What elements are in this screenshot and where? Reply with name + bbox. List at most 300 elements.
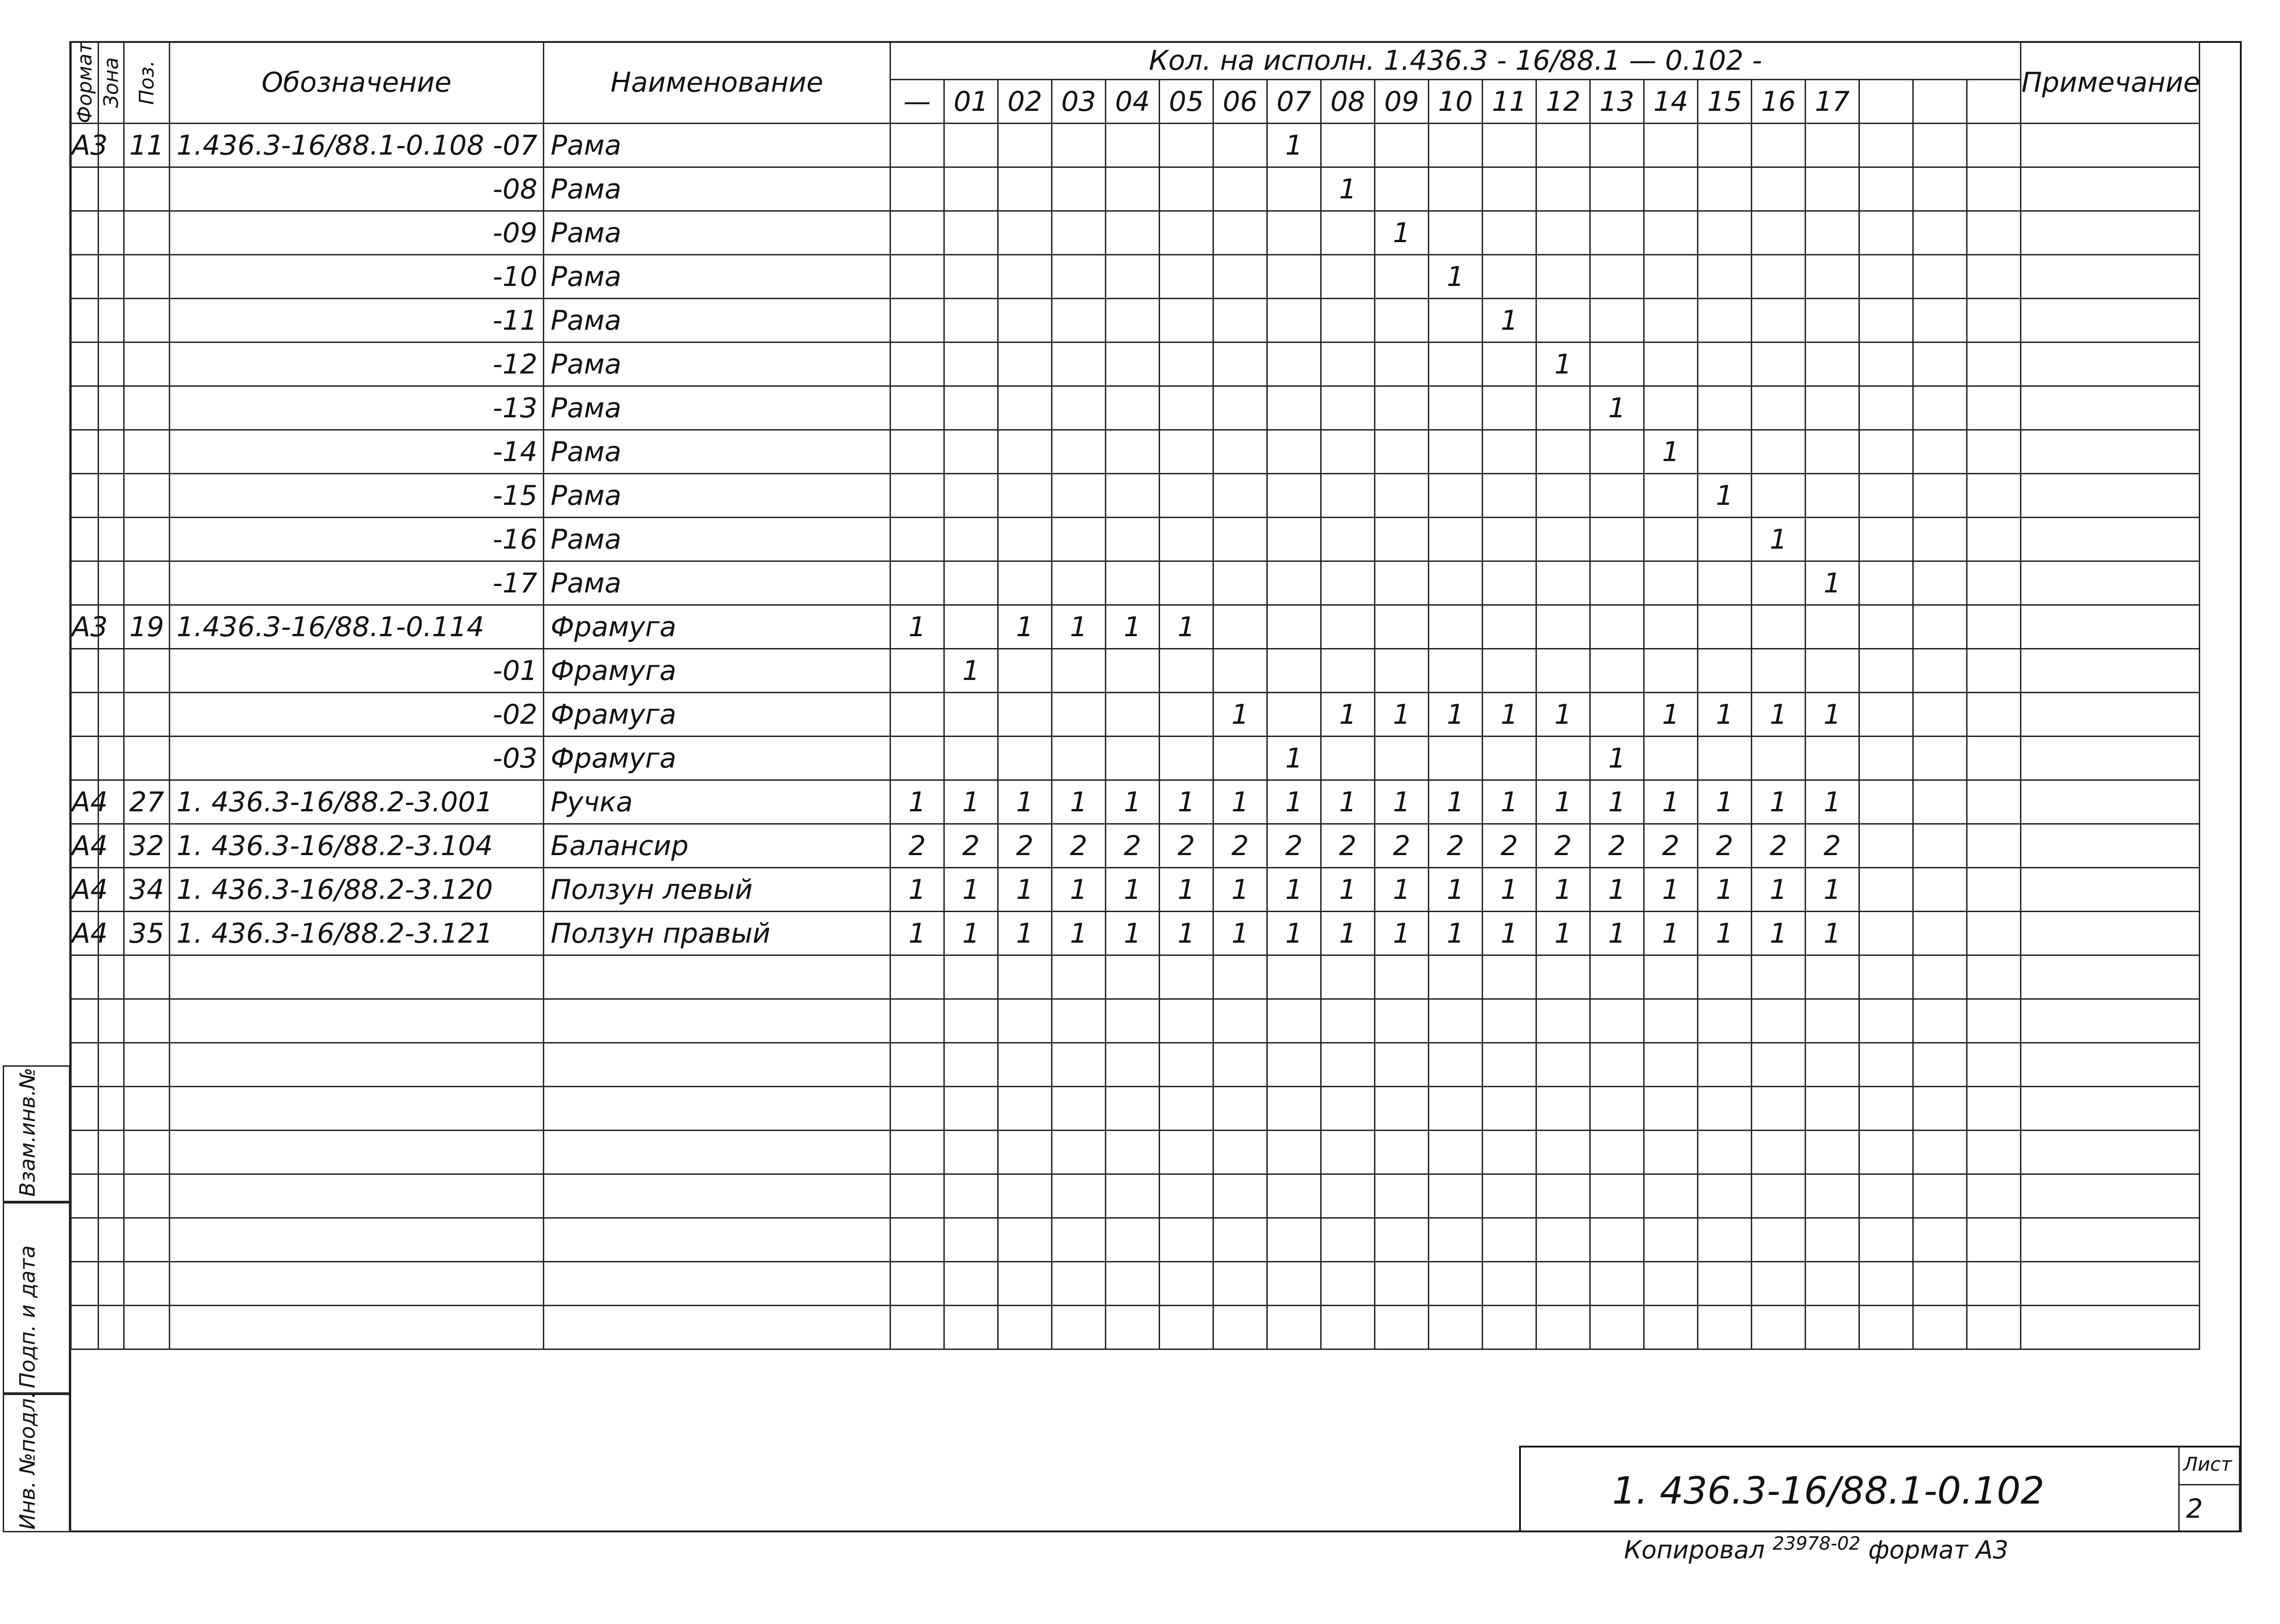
cell-qty	[1859, 518, 1913, 561]
empty-cell	[890, 1218, 944, 1262]
cell-qty	[1106, 518, 1160, 561]
header-variant: 16	[1752, 80, 1806, 124]
cell-designation: -11	[170, 299, 544, 342]
empty-cell	[124, 1174, 170, 1218]
empty-cell	[944, 1043, 998, 1087]
cell-qty	[944, 561, 998, 605]
cell-qty: 1	[944, 649, 998, 693]
empty-cell	[890, 1306, 944, 1349]
empty-cell	[544, 1306, 890, 1349]
empty-cell	[1213, 1306, 1267, 1349]
cell-qty: 1	[1375, 780, 1429, 824]
empty-cell	[99, 1218, 124, 1262]
cell-qty	[944, 737, 998, 780]
empty-cell	[1483, 955, 1536, 999]
cell-qty: 1	[1590, 868, 1644, 912]
empty-cell	[1321, 1262, 1375, 1306]
cell-qty	[1375, 430, 1429, 474]
empty-cell	[1536, 1218, 1590, 1262]
header-designation: Обозначение	[170, 42, 544, 124]
cell-qty	[1321, 342, 1375, 386]
cell-zone	[99, 518, 124, 561]
cell-designation: 1.436.3-16/88.1-0.108 -07	[170, 124, 544, 167]
cell-pos	[124, 299, 170, 342]
cell-qty	[1213, 518, 1267, 561]
empty-cell	[1267, 1262, 1321, 1306]
cell-qty: 2	[1698, 824, 1752, 868]
header-variant: 04	[1106, 80, 1160, 124]
cell-qty	[1752, 474, 1806, 518]
empty-cell	[1483, 1174, 1536, 1218]
cell-designation: 1. 436.3-16/88.2-3.001	[170, 780, 544, 824]
header-variant: 03	[1052, 80, 1106, 124]
empty-cell	[99, 1087, 124, 1131]
cell-qty	[1106, 299, 1160, 342]
cell-name: Рама	[544, 430, 890, 474]
cell-qty: 1	[1160, 912, 1213, 955]
empty-cell	[998, 1306, 1052, 1349]
cell-qty	[998, 299, 1052, 342]
cell-qty: 1	[1698, 780, 1752, 824]
cell-qty: 2	[1052, 824, 1106, 868]
cell-name: Фрамуга	[544, 737, 890, 780]
cell-designation: -08	[170, 167, 544, 211]
cell-qty	[1160, 430, 1213, 474]
empty-cell	[1913, 1262, 1967, 1306]
cell-qty: 1	[1483, 780, 1536, 824]
empty-cell	[890, 1174, 944, 1218]
cell-qty	[1698, 386, 1752, 430]
cell-name: Рама	[544, 561, 890, 605]
empty-cell	[1859, 1218, 1913, 1262]
cell-qty	[1859, 430, 1913, 474]
cell-qty	[1806, 299, 1859, 342]
cell-qty	[1429, 299, 1483, 342]
empty-cell	[544, 1043, 890, 1087]
cell-qty: 1	[1806, 912, 1859, 955]
cell-qty	[1267, 342, 1321, 386]
sheet-label: Лист	[2183, 1453, 2232, 1475]
cell-qty	[1590, 474, 1644, 518]
cell-note	[2021, 912, 2200, 955]
cell-qty: 1	[1160, 868, 1213, 912]
empty-cell	[1267, 999, 1321, 1043]
cell-qty	[1913, 605, 1967, 649]
cell-qty	[1967, 561, 2021, 605]
empty-cell	[1429, 1087, 1483, 1131]
cell-format	[71, 211, 99, 255]
empty-cell	[2021, 1174, 2200, 1218]
empty-cell	[2021, 999, 2200, 1043]
cell-qty: 1	[1483, 299, 1536, 342]
cell-qty	[998, 386, 1052, 430]
cell-qty	[1106, 211, 1160, 255]
cell-qty: 1	[1590, 780, 1644, 824]
empty-cell	[1429, 1306, 1483, 1349]
empty-cell	[1429, 1174, 1483, 1218]
empty-cell	[1052, 1087, 1106, 1131]
cell-qty: 1	[1806, 780, 1859, 824]
cell-qty	[1967, 430, 2021, 474]
empty-cell	[1536, 1087, 1590, 1131]
cell-pos	[124, 561, 170, 605]
empty-cell	[1536, 1174, 1590, 1218]
empty-cell	[1160, 1043, 1213, 1087]
cell-pos	[124, 518, 170, 561]
cell-qty: 2	[1806, 824, 1859, 868]
cell-qty: 1	[1321, 868, 1375, 912]
table-row	[71, 124, 2200, 167]
empty-cell	[2021, 1262, 2200, 1306]
cell-note	[2021, 605, 2200, 649]
cell-name: Рама	[544, 167, 890, 211]
cell-format: А4	[71, 780, 99, 824]
cell-qty	[1913, 693, 1967, 737]
cell-qty	[1160, 474, 1213, 518]
empty-cell	[1160, 1218, 1213, 1262]
cell-qty	[1859, 474, 1913, 518]
cell-qty	[998, 474, 1052, 518]
cell-qty: 2	[1160, 824, 1213, 868]
cell-qty	[890, 211, 944, 255]
cell-qty	[1913, 430, 1967, 474]
cell-qty	[1913, 124, 1967, 167]
cell-qty: 1	[1698, 912, 1752, 955]
cell-qty	[1806, 342, 1859, 386]
header-zone	[99, 42, 124, 124]
empty-cell	[1267, 1087, 1321, 1131]
empty-cell	[1375, 1174, 1429, 1218]
empty-cell	[170, 1306, 544, 1349]
cell-name: Балансир	[544, 824, 890, 868]
cell-qty: 1	[1429, 693, 1483, 737]
empty-cell	[544, 1262, 890, 1306]
empty-cell	[1967, 1131, 2021, 1174]
empty-cell	[1913, 999, 1967, 1043]
cell-qty	[890, 737, 944, 780]
side-label-inv-no: Инв. №подл.	[15, 1391, 40, 1530]
cell-qty: 1	[1160, 780, 1213, 824]
empty-cell	[124, 1218, 170, 1262]
cell-qty: 1	[1106, 780, 1160, 824]
cell-qty	[1483, 474, 1536, 518]
cell-qty	[1536, 518, 1590, 561]
cell-qty	[1052, 561, 1106, 605]
cell-qty	[998, 561, 1052, 605]
cell-qty: 1	[1483, 868, 1536, 912]
empty-cell	[170, 999, 544, 1043]
cell-qty	[1052, 649, 1106, 693]
cell-qty	[1052, 255, 1106, 299]
cell-qty	[1590, 255, 1644, 299]
cell-qty	[1806, 124, 1859, 167]
cell-qty	[1321, 430, 1375, 474]
cell-note	[2021, 474, 2200, 518]
empty-cell	[944, 999, 998, 1043]
cell-qty	[1913, 299, 1967, 342]
cell-qty	[1429, 518, 1483, 561]
empty-cell	[1106, 1087, 1160, 1131]
empty-row	[71, 1087, 2200, 1131]
cell-qty	[1106, 124, 1160, 167]
header-variant	[1967, 80, 2021, 124]
empty-cell	[1698, 1131, 1752, 1174]
empty-cell	[1536, 1131, 1590, 1174]
cell-qty	[944, 124, 998, 167]
cell-qty	[1536, 605, 1590, 649]
cell-qty	[890, 518, 944, 561]
cell-qty	[1859, 124, 1913, 167]
header-variant: 15	[1698, 80, 1752, 124]
header-note: Примечание	[2021, 42, 2200, 124]
empty-cell	[99, 999, 124, 1043]
empty-cell	[1483, 1262, 1536, 1306]
cell-qty	[998, 649, 1052, 693]
cell-qty: 1	[1429, 780, 1483, 824]
cell-qty	[1913, 737, 1967, 780]
header-variant: 07	[1267, 80, 1321, 124]
empty-cell	[1806, 999, 1859, 1043]
cell-qty	[1321, 649, 1375, 693]
empty-cell	[124, 1087, 170, 1131]
empty-cell	[1267, 1131, 1321, 1174]
cell-qty	[944, 255, 998, 299]
cell-pos	[124, 474, 170, 518]
cell-qty	[1967, 299, 2021, 342]
cell-qty	[1106, 430, 1160, 474]
empty-cell	[1967, 1218, 2021, 1262]
header-variant	[1859, 80, 1913, 124]
cell-qty: 1	[1213, 693, 1267, 737]
cell-qty: 1	[1375, 211, 1429, 255]
cell-zone	[99, 737, 124, 780]
empty-cell	[1429, 1131, 1483, 1174]
empty-cell	[1321, 1306, 1375, 1349]
empty-cell	[998, 1174, 1052, 1218]
cell-qty: 1	[890, 780, 944, 824]
cell-qty	[1859, 342, 1913, 386]
empty-cell	[1160, 1087, 1213, 1131]
title-block	[1519, 1446, 2241, 1532]
cell-note	[2021, 518, 2200, 561]
cell-name: Ползун левый	[544, 868, 890, 912]
cell-qty: 1	[1536, 912, 1590, 955]
empty-cell	[1752, 955, 1806, 999]
cell-qty	[1429, 737, 1483, 780]
header-variant: —	[890, 80, 944, 124]
cell-qty	[1106, 649, 1160, 693]
cell-qty	[1052, 693, 1106, 737]
cell-qty: 1	[1321, 167, 1375, 211]
cell-qty	[1967, 605, 2021, 649]
empty-cell	[1321, 999, 1375, 1043]
cell-qty: 1	[1752, 693, 1806, 737]
empty-cell	[1052, 1218, 1106, 1262]
empty-cell	[890, 1131, 944, 1174]
empty-cell	[1913, 955, 1967, 999]
cell-format	[71, 649, 99, 693]
empty-cell	[1644, 955, 1698, 999]
cell-qty	[1967, 474, 2021, 518]
cell-qty: 1	[1752, 780, 1806, 824]
empty-cell	[544, 1087, 890, 1131]
cell-qty	[998, 255, 1052, 299]
cell-qty	[1913, 912, 1967, 955]
cell-qty	[1590, 693, 1644, 737]
cell-designation: 1. 436.3-16/88.2-3.121	[170, 912, 544, 955]
cell-pos	[124, 167, 170, 211]
sheet-box-divider	[2180, 1484, 2239, 1485]
cell-qty	[1483, 561, 1536, 605]
cell-qty	[944, 342, 998, 386]
cell-qty	[1913, 561, 1967, 605]
cell-pos: 19	[124, 605, 170, 649]
cell-qty	[1913, 342, 1967, 386]
empty-cell	[1106, 1218, 1160, 1262]
cell-qty	[998, 124, 1052, 167]
cell-qty	[1698, 430, 1752, 474]
cell-qty	[1967, 780, 2021, 824]
cell-qty: 1	[1160, 605, 1213, 649]
empty-cell	[1859, 1262, 1913, 1306]
cell-qty	[1859, 299, 1913, 342]
cell-designation: -02	[170, 693, 544, 737]
cell-qty	[1644, 255, 1698, 299]
cell-qty: 1	[998, 605, 1052, 649]
cell-qty	[944, 211, 998, 255]
empty-cell	[1752, 999, 1806, 1043]
cell-pos	[124, 255, 170, 299]
cell-qty	[1052, 386, 1106, 430]
cell-qty: 1	[1052, 868, 1106, 912]
table-row	[71, 605, 2200, 649]
cell-qty	[1160, 211, 1213, 255]
cell-qty	[1429, 430, 1483, 474]
empty-cell	[1052, 1306, 1106, 1349]
header-variant: 02	[998, 80, 1052, 124]
side-label-replace-inv: Взам.инв.№	[15, 1067, 40, 1197]
empty-cell	[1913, 1087, 1967, 1131]
empty-cell	[1160, 1262, 1213, 1306]
empty-cell	[944, 1087, 998, 1131]
empty-cell	[1429, 1218, 1483, 1262]
table-row	[71, 824, 2200, 868]
cell-qty: 2	[1267, 824, 1321, 868]
cell-qty	[1752, 561, 1806, 605]
table-row	[71, 693, 2200, 737]
cell-qty	[998, 737, 1052, 780]
empty-cell	[944, 1262, 998, 1306]
empty-cell	[1859, 1043, 1913, 1087]
cell-qty	[1806, 430, 1859, 474]
empty-cell	[544, 1218, 890, 1262]
empty-cell	[124, 1306, 170, 1349]
cell-format	[71, 167, 99, 211]
table-row	[71, 868, 2200, 912]
cell-qty	[1267, 167, 1321, 211]
empty-cell	[1590, 955, 1644, 999]
cell-qty	[1752, 649, 1806, 693]
empty-cell	[1806, 1043, 1859, 1087]
cell-qty	[1967, 649, 2021, 693]
cell-qty	[890, 561, 944, 605]
empty-cell	[1052, 1262, 1106, 1306]
cell-format	[71, 342, 99, 386]
cell-format	[71, 255, 99, 299]
cell-qty	[1806, 737, 1859, 780]
cell-qty	[1536, 430, 1590, 474]
cell-qty	[1913, 868, 1967, 912]
empty-cell	[1752, 1087, 1806, 1131]
header-zone-label: Зона	[99, 57, 123, 108]
cell-qty: 1	[1590, 386, 1644, 430]
cell-qty	[1536, 255, 1590, 299]
cell-format: А4	[71, 868, 99, 912]
empty-cell	[1213, 999, 1267, 1043]
empty-cell	[890, 1043, 944, 1087]
cell-note	[2021, 167, 2200, 211]
cell-qty: 1	[1698, 474, 1752, 518]
cell-format	[71, 737, 99, 780]
cell-qty	[1967, 211, 2021, 255]
cell-qty	[1106, 255, 1160, 299]
empty-cell	[1698, 1218, 1752, 1262]
empty-row	[71, 999, 2200, 1043]
empty-cell	[1967, 1087, 2021, 1131]
empty-cell	[2021, 1087, 2200, 1131]
cell-qty	[1590, 124, 1644, 167]
cell-qty	[1375, 605, 1429, 649]
cell-qty	[1536, 167, 1590, 211]
cell-zone	[99, 299, 124, 342]
empty-cell	[170, 955, 544, 999]
cell-note	[2021, 211, 2200, 255]
cell-qty	[1859, 912, 1913, 955]
cell-qty	[1052, 124, 1106, 167]
empty-cell	[1052, 955, 1106, 999]
empty-cell	[1698, 1043, 1752, 1087]
cell-qty	[1267, 693, 1321, 737]
cell-qty	[1913, 518, 1967, 561]
cell-qty: 1	[1698, 693, 1752, 737]
cell-qty	[998, 693, 1052, 737]
cell-qty	[1590, 167, 1644, 211]
cell-qty: 1	[1644, 912, 1698, 955]
cell-qty	[1483, 167, 1536, 211]
empty-cell	[1913, 1043, 1967, 1087]
cell-qty: 1	[1429, 255, 1483, 299]
empty-cell	[1267, 1218, 1321, 1262]
cell-name: Рама	[544, 474, 890, 518]
empty-cell	[1429, 999, 1483, 1043]
cell-note	[2021, 868, 2200, 912]
table-row	[71, 780, 2200, 824]
cell-qty	[1483, 342, 1536, 386]
cell-qty	[1590, 649, 1644, 693]
cell-qty	[1213, 167, 1267, 211]
cell-qty	[1859, 167, 1913, 211]
empty-cell	[1644, 1131, 1698, 1174]
table-row	[71, 561, 2200, 605]
cell-qty	[1267, 649, 1321, 693]
empty-cell	[544, 1131, 890, 1174]
cell-qty: 1	[1213, 868, 1267, 912]
cell-qty	[1321, 255, 1375, 299]
cell-qty	[998, 167, 1052, 211]
cell-qty	[1752, 430, 1806, 474]
cell-qty	[1429, 474, 1483, 518]
cell-qty	[1429, 211, 1483, 255]
